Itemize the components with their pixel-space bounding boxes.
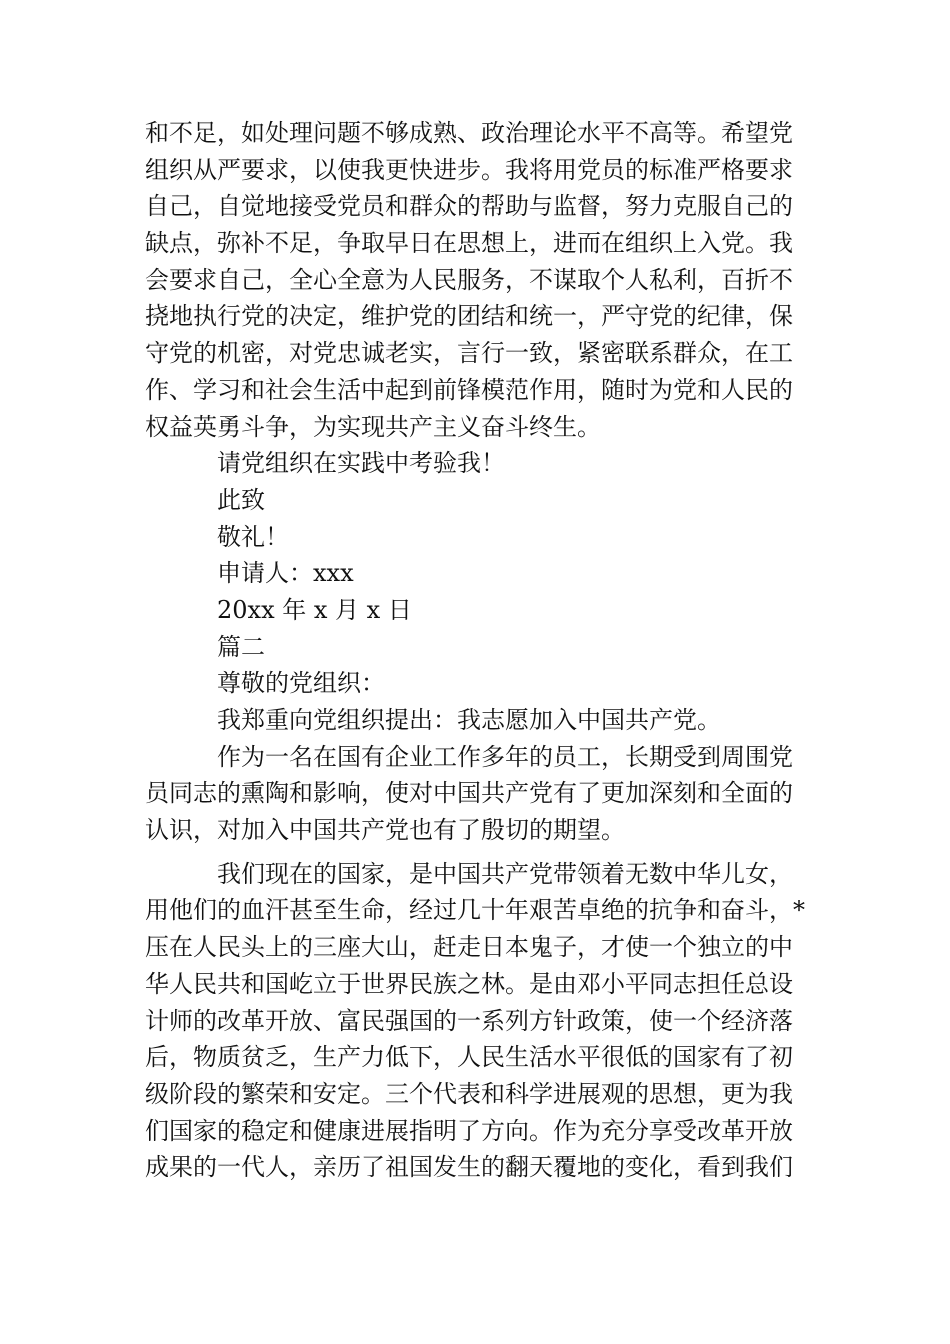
text-line: 缺点，弥补不足，争取早日在思想上，进而在组织上入党。我 [145, 229, 793, 258]
text-line: 挠地执行党的决定，维护党的团结和统一，严守党的纪律，保 [145, 302, 793, 331]
text-line: 权益英勇斗争，为实现共产主义奋斗终生。 [145, 412, 601, 441]
text-line: 压在人民头上的三座大山，赶走日本鬼子，才使一个独立的中 [145, 933, 793, 962]
paragraph-gap [145, 849, 805, 856]
salutation-line: 敬礼！ [217, 522, 289, 551]
applicant-line: 申请人：xxx [217, 559, 354, 588]
text-line: 们国家的稳定和健康进展指明了方向。作为充分享受改革开放 [145, 1116, 793, 1145]
text-line: 员同志的熏陶和影响，使对中国共产党有了更加深刻和全面的 [145, 779, 793, 808]
document-body [145, 115, 805, 1186]
section-heading: 篇二 [217, 632, 265, 661]
text-line: 级阶段的繁荣和安定。三个代表和科学进展观的思想，更为我 [145, 1079, 793, 1108]
text-line: 认识，对加入中国共产党也有了殷切的期望。 [145, 816, 625, 845]
text-line: 守党的机密，对党忠诚老实，言行一致，紧密联系群众，在工 [145, 339, 793, 368]
text-line: 我们现在的国家，是中国共产党带领着无数中华儿女， [217, 859, 793, 888]
text-line: 作、学习和社会生活中起到前锋模范作用，随时为党和人民的 [145, 375, 793, 404]
text-line: 作为一名在国有企业工作多年的员工，长期受到周围党 [217, 742, 793, 771]
text-line: 后，物质贫乏，生产力低下，人民生活水平很低的国家有了初 [145, 1043, 793, 1072]
text-line: 华人民共和国屹立于世界民族之林。是由邓小平同志担任总设 [145, 969, 793, 998]
text-line: 和不足，如处理问题不够成熟、政治理论水平不高等。希望党 [145, 119, 793, 147]
text-line: 成果的一代人，亲历了祖国发生的翻天覆地的变化，看到我们 [145, 1153, 793, 1182]
text-line: 用他们的血汗甚至生命，经过几十年艰苦卓绝的抗争和奋斗，* [145, 896, 805, 925]
request-line: 请党组织在实践中考验我！ [217, 449, 505, 478]
text-line: 会要求自己，全心全意为人民服务，不谋取个人私利，百折不 [145, 265, 793, 294]
text-line: 自己，自觉地接受党员和群众的帮助与监督，努力克服自己的 [145, 192, 793, 221]
text-line: 我郑重向党组织提出：我志愿加入中国共产党。 [217, 706, 721, 734]
salutation-line: 此致 [217, 485, 265, 514]
text-line: 计师的改革开放、富民强国的一系列方针政策，使一个经济落 [145, 1006, 793, 1035]
greeting-line: 尊敬的党组织： [217, 669, 385, 698]
date-line: 20xx 年 x 月 x 日 [217, 595, 412, 624]
text-line: 组织从严要求，以使我更快进步。我将用党员的标准严格要求 [145, 155, 793, 184]
